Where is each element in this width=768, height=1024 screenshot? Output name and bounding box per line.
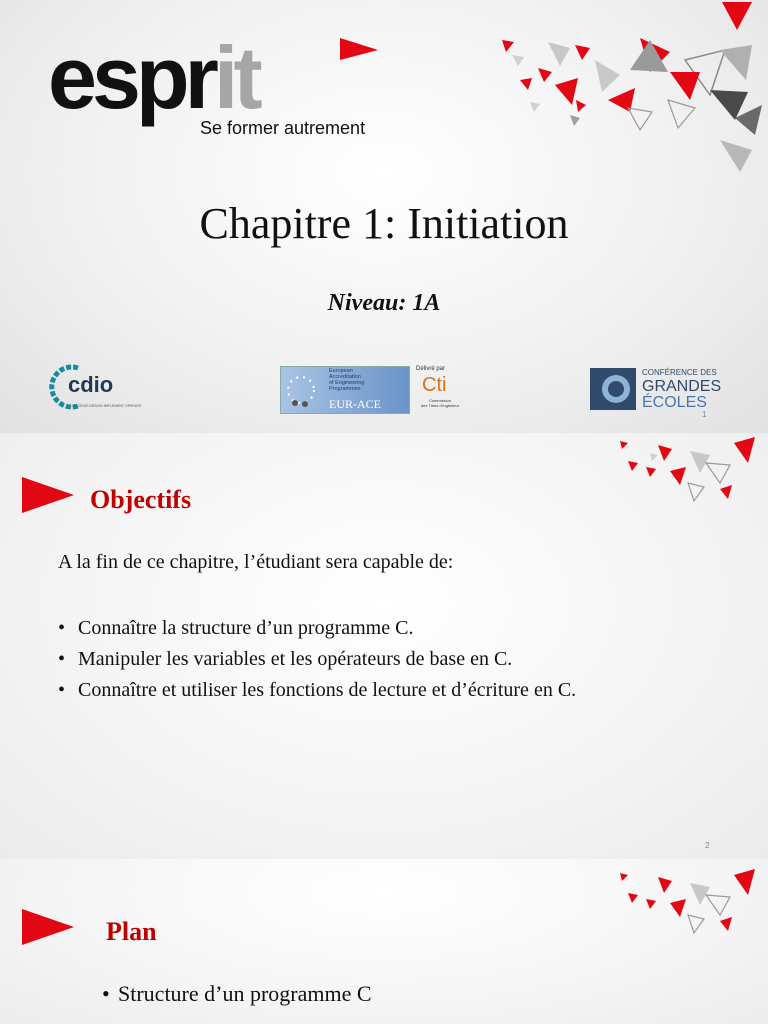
logo-red-triangle-icon: [340, 38, 380, 62]
delivered-by: Délivré par: [416, 366, 446, 372]
objectives-list: [58, 617, 738, 710]
list-item: • Connaître et utiliser les fonctions de lecture et d’écriture en C.: [58, 679, 577, 701]
logo-tagline: Se former autrement: [200, 118, 366, 138]
slide-objectifs: [0, 433, 768, 859]
cdio-tagline: CONCEIVE DESIGN IMPLEMENT OPERATE: [70, 404, 142, 408]
section-title: Plan: [106, 917, 157, 946]
cge-emblem-icon: [590, 368, 638, 412]
logo-part-black: espr: [48, 28, 214, 127]
decorative-triangles-icon: [610, 865, 768, 945]
cge-line1: CONFÉRENCE DES: [642, 368, 717, 377]
decorative-triangles-icon: [490, 0, 768, 185]
level-subtitle: Niveau: 1A: [327, 290, 441, 316]
plan-list: [102, 981, 702, 1015]
intro-text: A la fin de ce chapitre, l’étudiant sera capable de:: [58, 551, 454, 573]
decorative-triangles-icon: [610, 433, 768, 513]
red-triangle-pointer-icon: [22, 909, 78, 949]
cge-logo: [590, 366, 735, 416]
eu-stars-icon: [283, 371, 319, 409]
cdio-logo: [48, 362, 158, 414]
logo-part-grey: it: [213, 28, 258, 127]
section-title: Objectifs: [90, 485, 192, 514]
list-item: • Connaître la structure d’un programme C.: [58, 617, 414, 639]
slide-title: [0, 0, 768, 433]
page-number: 1: [702, 410, 707, 419]
cge-line3: ÉCOLES: [642, 394, 707, 411]
slide-plan: [0, 859, 768, 1024]
list-item: • Manipuler les variables et les opérateurs de base en C.: [58, 648, 513, 670]
eur-ace-logo: [280, 366, 410, 414]
list-item: • Structure d’un programme C: [102, 981, 372, 1006]
cti-caption: Commission des Titres d'Ingénieur: [420, 398, 460, 408]
esprit-logo: [48, 28, 258, 127]
cge-line2: GRANDES: [642, 378, 722, 395]
red-triangle-pointer-icon: [22, 477, 78, 517]
cdio-text: cdio: [68, 372, 114, 397]
eur-ace-label: EUR-ACE: [329, 397, 381, 411]
slide-title-text: Chapitre 1: Initiation: [199, 199, 569, 248]
cti-logo: [410, 366, 470, 414]
page-number: 2: [705, 841, 710, 850]
cti-text: Cti: [422, 374, 447, 396]
eur-ace-lines: European Accreditation of Engineering Programmes: [329, 368, 365, 392]
